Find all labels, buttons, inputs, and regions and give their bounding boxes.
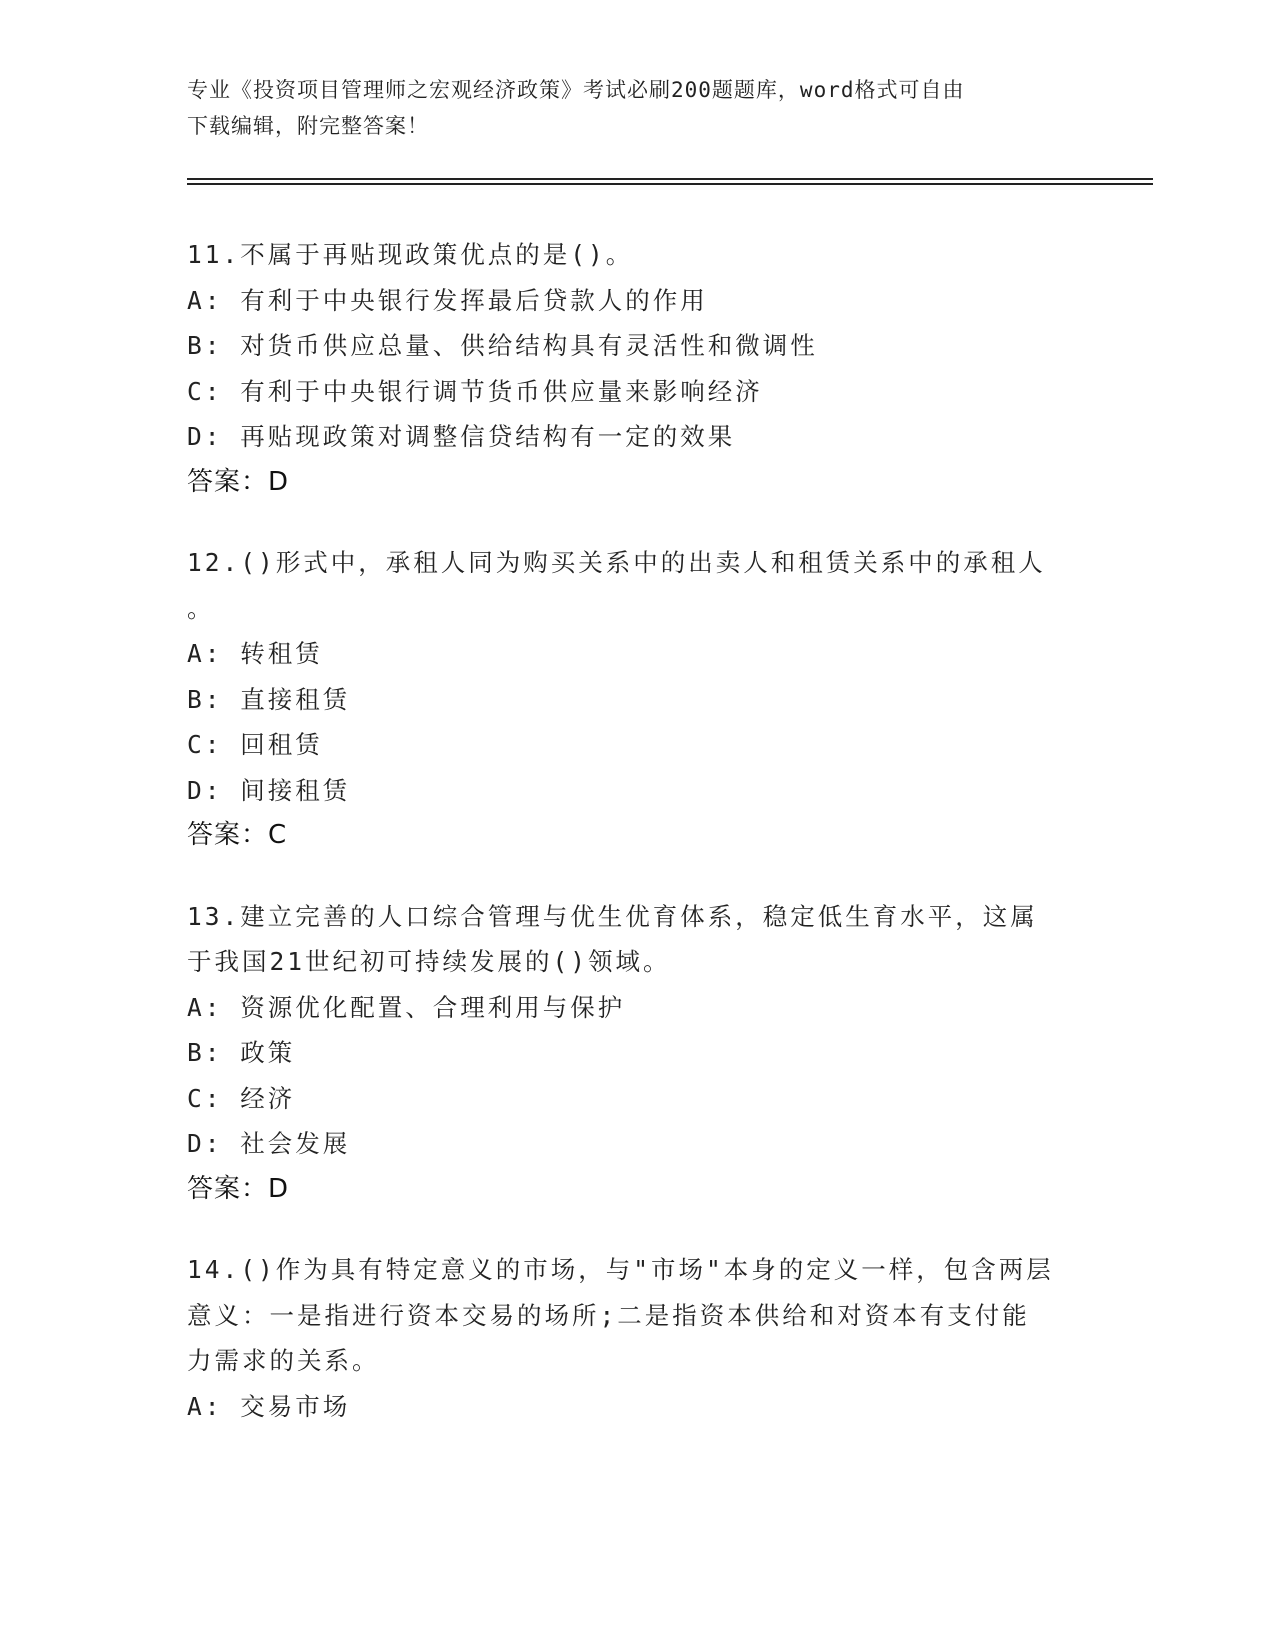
question-stem-line: 12.()形式中，承租人同为购买关系中的出卖人和租赁关系中的承租人: [187, 548, 1046, 577]
option-b: B: 政策: [187, 1038, 296, 1067]
header-divider-top: [187, 178, 1153, 180]
question-13: [187, 894, 1087, 1213]
option-d: D: 社会发展: [187, 1129, 351, 1158]
answer-line: 答案：C: [187, 820, 288, 850]
option-c: C: 回租赁: [187, 730, 323, 759]
option-a: A: 有利于中央银行发挥最后贷款人的作用: [187, 285, 708, 315]
option-a: A: 交易市场: [187, 1391, 351, 1421]
question-12: [187, 540, 1087, 859]
option-d: D: 再贴现政策对调整信贷结构有一定的效果: [187, 422, 736, 451]
option-b: B: 对货币供应总量、供给结构具有灵活性和微调性: [187, 331, 818, 360]
header-line-1: 专业《投资项目管理师之宏观经济政策》考试必刷200题题库，word格式可自由: [187, 78, 965, 102]
question-11: [187, 232, 1087, 505]
option-b: B: 直接租赁: [187, 684, 351, 714]
option-c: C: 有利于中央银行调节货币供应量来影响经济: [187, 376, 763, 406]
header-line-2: 下载编辑，附完整答案！: [187, 114, 429, 138]
option-d: D: 间接租赁: [187, 775, 351, 805]
answer-line: 答案：D: [187, 466, 290, 497]
option-a: A: 转租赁: [187, 639, 323, 668]
question-stem-line: 。: [187, 593, 215, 623]
question-list: [187, 232, 1087, 1464]
question-stem-line: 13.建立完善的人口综合管理与优生优育体系，稳定低生育水平，这属: [187, 901, 1038, 931]
question-stem-line: 意义：一是指进行资本交易的场所;二是指资本供给和对资本有支付能: [187, 1300, 1030, 1330]
option-a: A: 资源优化配置、合理利用与保护: [187, 992, 626, 1022]
header-divider-bottom: [187, 183, 1153, 185]
question-stem-line: 于我国21世纪初可持续发展的()领域。: [187, 947, 671, 976]
document-header: [187, 72, 1067, 144]
question-14: [187, 1247, 1087, 1429]
question-stem-line: 力需求的关系。: [187, 1346, 380, 1375]
answer-line: 答案：D: [187, 1173, 290, 1204]
question-stem-line: 14.()作为具有特定意义的市场，与"市场"本身的定义一样，包含两层: [187, 1255, 1054, 1284]
option-c: C: 经济: [187, 1083, 296, 1113]
question-stem-line: 11.不属于再贴现政策优点的是()。: [187, 240, 634, 269]
